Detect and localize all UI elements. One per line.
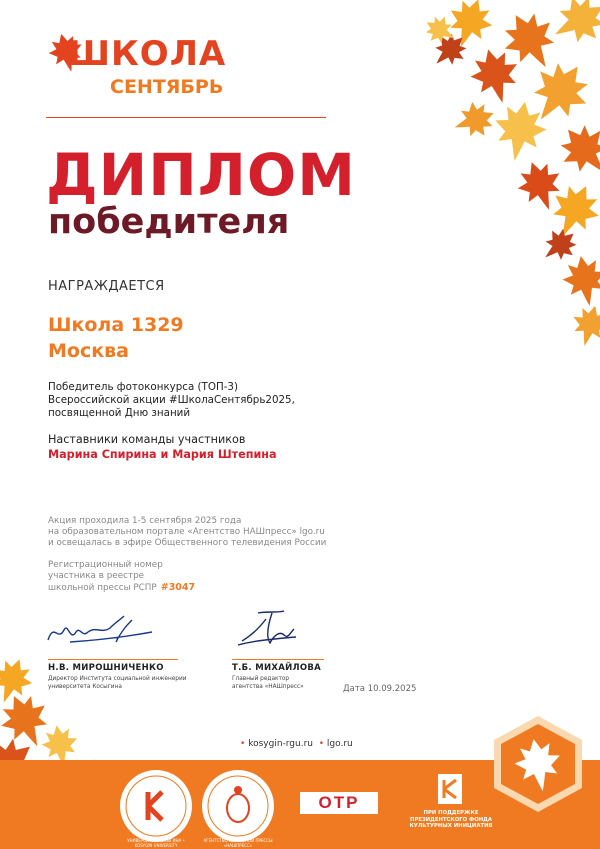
header-divider	[46, 117, 326, 118]
bullet-icon: •	[318, 739, 325, 749]
bullet-icon: •	[240, 739, 246, 749]
hexagon-leaf-emblem-icon	[490, 712, 586, 816]
fund-line: КУЛЬТУРНЫХ ИНИЦИАТИВ	[409, 823, 493, 830]
award-description	[48, 381, 295, 420]
signatory-1-role	[48, 676, 187, 691]
signatory-1-name: Н.В. МИРОШНИЧЕНКО	[48, 663, 164, 673]
logo-school-text: ШКОЛА	[68, 34, 227, 74]
diploma-subtitle: победителя	[48, 202, 290, 242]
winner-name: Школа 1329	[48, 314, 184, 336]
role-line: Главный редактор	[232, 676, 290, 682]
seal-2-caption: АГЕНТСТВО ШКОЛЬНОЙ ПРЕССЫ «НАШПРЕСС»	[203, 838, 273, 848]
signature-1-icon	[40, 612, 155, 657]
description-line: посвященной Дню знаний	[48, 407, 191, 419]
event-info	[48, 516, 326, 549]
info-line: на образовательном портале «Агентство НАШпресс» lgo.ru	[48, 527, 325, 537]
signature-1-line	[48, 659, 178, 660]
fund-caption	[398, 810, 504, 830]
link-lgo[interactable]: lgo.ru	[326, 739, 353, 749]
registration-line: участника в реестре	[48, 571, 145, 581]
winner-city: Москва	[48, 340, 129, 362]
fund-line: ПРЕЗИДЕНТСКОГО ФОНДА	[410, 816, 492, 823]
nashpress-seal-icon	[200, 768, 276, 844]
presidential-fund-logo-icon	[436, 772, 464, 806]
signatory-2-name: Т.Б. МИХАЙЛОВА	[232, 663, 322, 673]
otr-logo-text: ОТР	[318, 793, 360, 812]
website-links	[240, 739, 353, 749]
issue-date: Дата 10.09.2025	[343, 684, 417, 694]
info-line: и освещалась в эфире Общественного телевидения России	[48, 538, 327, 548]
role-line: университета Косыгина	[48, 683, 122, 690]
kosygin-university-seal-icon	[118, 768, 194, 844]
awarded-label: НАГРАЖДАЕТСЯ	[48, 279, 165, 294]
info-line: Акция проходила 1-5 сентября 2025 года	[48, 516, 242, 526]
mentors-label: Наставники команды участников	[48, 433, 246, 446]
description-line: Победитель фотоконкурса (ТОП-3)	[48, 381, 238, 393]
diploma-title: ДИПЛОМ	[46, 141, 356, 209]
role-line: агентства «НАШпресс»	[232, 683, 304, 690]
logo-month-text: СЕНТЯБРЬ	[110, 76, 224, 98]
otr-logo	[300, 792, 378, 814]
registration-info	[48, 560, 195, 594]
registration-line: Регистрационный номер	[48, 560, 163, 570]
mentors-names: Марина Спирина и Мария Штепина	[48, 448, 277, 461]
leaf-cluster-top-right-icon	[420, 0, 600, 351]
link-kosygin[interactable]: kosygin-rgu.ru	[248, 739, 313, 749]
fund-line: ПРИ ПОДДЕРЖКЕ	[423, 810, 479, 816]
seal-1-caption: УНИВЕРСИТЕТ КОСЫГИНА • KOSYGIN UNIVERSITY	[127, 838, 185, 848]
registration-number: #3047	[160, 582, 196, 593]
description-line: Всероссийской акции #ШколаСентябрь2025,	[48, 394, 295, 406]
signature-2-line	[232, 659, 324, 660]
registration-line: школьной прессы РСПР	[48, 583, 157, 593]
signature-2-icon	[232, 605, 312, 655]
role-line: Директор Института социальной инженерии	[48, 676, 187, 682]
signatory-2-role	[232, 676, 304, 691]
